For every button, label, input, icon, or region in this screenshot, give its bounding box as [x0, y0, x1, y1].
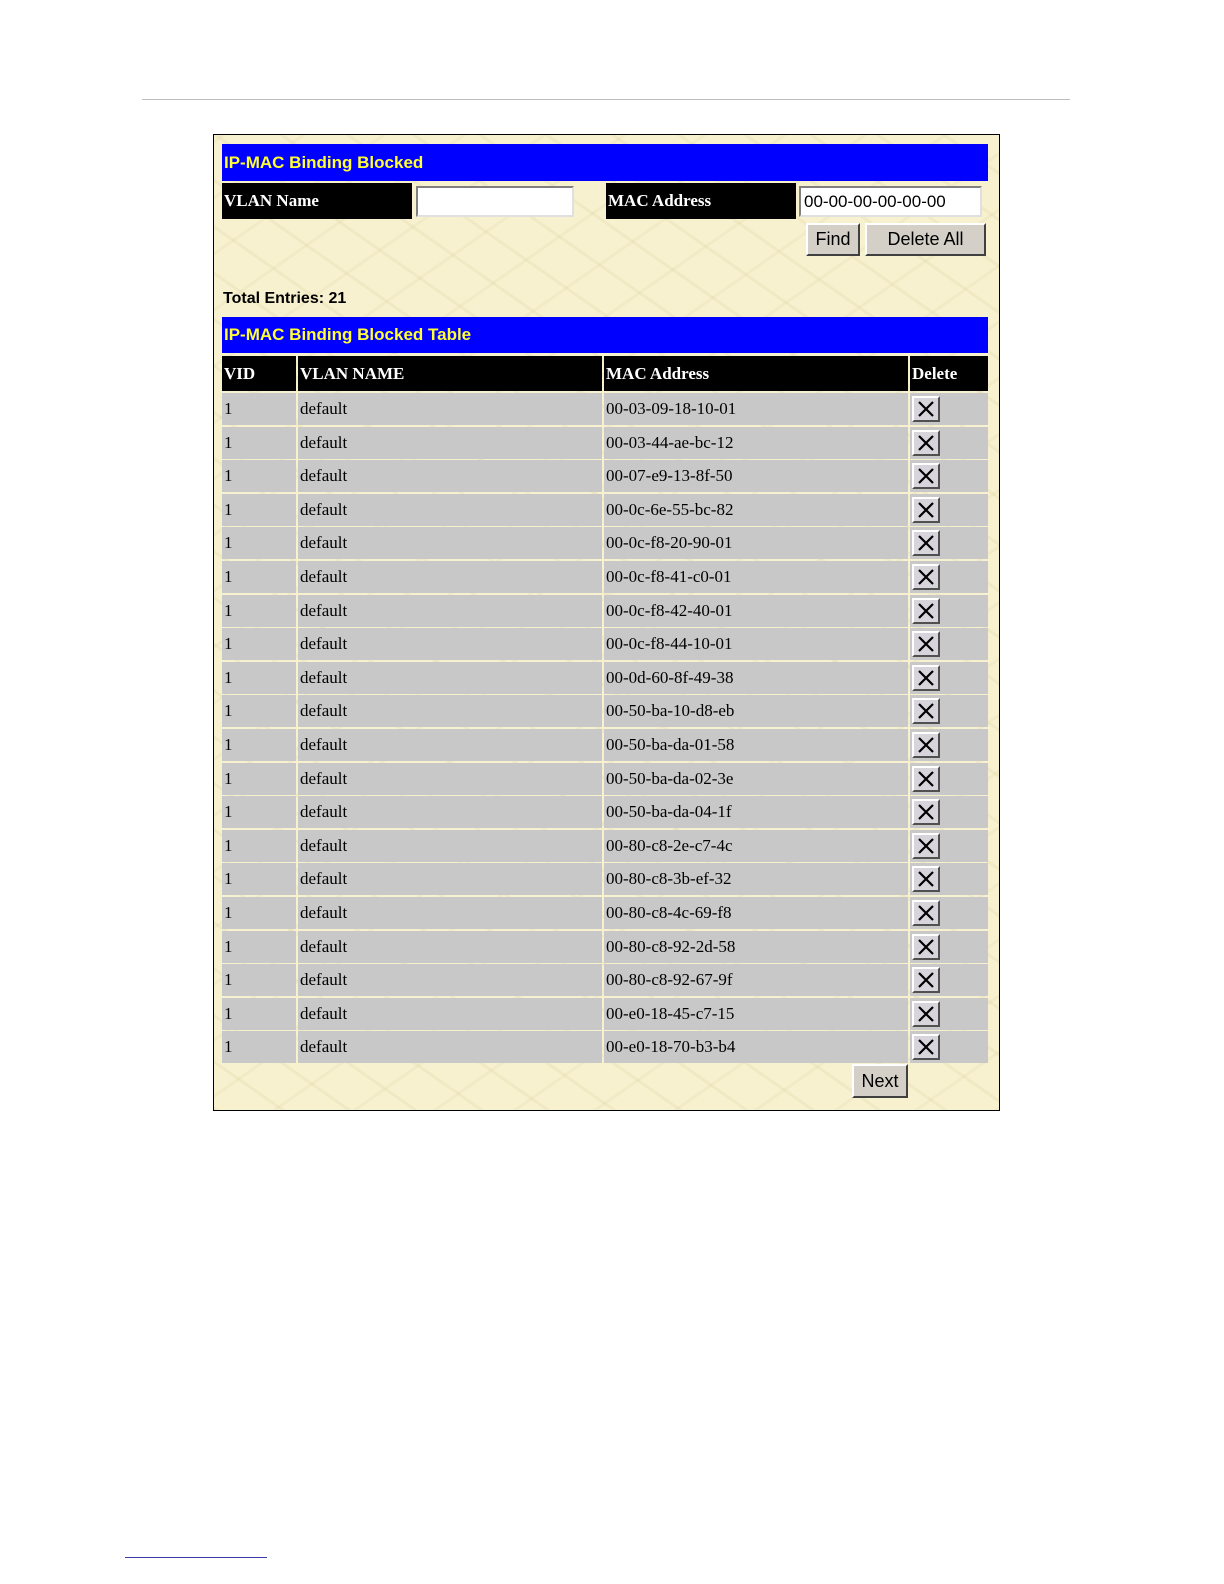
row-vlan-name: default — [298, 863, 602, 895]
row-vlan-name: default — [298, 1031, 602, 1063]
delete-all-button[interactable]: Delete All — [865, 223, 986, 256]
delete-row-button[interactable] — [912, 497, 940, 523]
table-row — [222, 729, 988, 763]
column-header-vid: VID — [222, 356, 296, 391]
row-vid: 1 — [222, 931, 296, 963]
row-delete-cell — [910, 595, 988, 627]
table-row — [222, 595, 988, 629]
close-icon — [917, 904, 935, 922]
page-top-rule — [142, 99, 1070, 100]
row-vlan-name: default — [298, 796, 602, 828]
row-vlan-name: default — [298, 393, 602, 425]
row-vid: 1 — [222, 561, 296, 593]
row-mac-address: 00-50-ba-10-d8-eb — [604, 695, 908, 727]
row-mac-address: 00-03-09-18-10-01 — [604, 393, 908, 425]
close-icon — [917, 400, 935, 418]
row-vid: 1 — [222, 427, 296, 459]
ip-mac-binding-blocked-panel — [213, 134, 1000, 1111]
table-row — [222, 863, 988, 897]
row-mac-address: 00-50-ba-da-04-1f — [604, 796, 908, 828]
close-icon — [917, 635, 935, 653]
row-vlan-name: default — [298, 427, 602, 459]
row-mac-address: 00-80-c8-92-67-9f — [604, 964, 908, 996]
delete-row-button[interactable] — [912, 463, 940, 489]
close-icon — [917, 534, 935, 552]
row-vlan-name: default — [298, 964, 602, 996]
page-footer-rule — [125, 1557, 267, 1558]
table-row — [222, 964, 988, 998]
close-icon — [917, 1005, 935, 1023]
row-vid: 1 — [222, 695, 296, 727]
row-vid: 1 — [222, 796, 296, 828]
delete-row-button[interactable] — [912, 799, 940, 825]
row-delete-cell — [910, 460, 988, 492]
row-delete-cell — [910, 527, 988, 559]
delete-row-button[interactable] — [912, 967, 940, 993]
delete-row-button[interactable] — [912, 1001, 940, 1027]
row-vlan-name: default — [298, 729, 602, 761]
close-icon — [917, 702, 935, 720]
row-delete-cell — [910, 628, 988, 660]
close-icon — [917, 602, 935, 620]
delete-row-button[interactable] — [912, 598, 940, 624]
close-icon — [917, 870, 935, 888]
row-delete-cell — [910, 897, 988, 929]
table-row — [222, 460, 988, 494]
row-delete-cell — [910, 695, 988, 727]
close-icon — [917, 736, 935, 754]
row-vid: 1 — [222, 964, 296, 996]
row-mac-address: 00-0c-f8-41-c0-01 — [604, 561, 908, 593]
mac-address-label: MAC Address — [606, 183, 796, 219]
row-mac-address: 00-0c-f8-42-40-01 — [604, 595, 908, 627]
close-icon — [917, 938, 935, 956]
row-mac-address: 00-80-c8-4c-69-f8 — [604, 897, 908, 929]
table-row — [222, 1031, 988, 1065]
table-row — [222, 796, 988, 830]
close-icon — [917, 467, 935, 485]
row-vlan-name: default — [298, 527, 602, 559]
table-row — [222, 998, 988, 1032]
row-mac-address: 00-0d-60-8f-49-38 — [604, 662, 908, 694]
row-vlan-name: default — [298, 561, 602, 593]
row-vid: 1 — [222, 393, 296, 425]
table-title: IP-MAC Binding Blocked Table — [222, 317, 988, 353]
delete-row-button[interactable] — [912, 396, 940, 422]
row-vlan-name: default — [298, 931, 602, 963]
close-icon — [917, 669, 935, 687]
row-vid: 1 — [222, 897, 296, 929]
total-entries: Total Entries: 21 — [223, 290, 347, 307]
row-vlan-name: default — [298, 494, 602, 526]
panel-title: IP-MAC Binding Blocked — [222, 144, 988, 181]
delete-row-button[interactable] — [912, 564, 940, 590]
row-vid: 1 — [222, 863, 296, 895]
row-vid: 1 — [222, 763, 296, 795]
close-icon — [917, 837, 935, 855]
row-mac-address: 00-07-e9-13-8f-50 — [604, 460, 908, 492]
delete-row-button[interactable] — [912, 631, 940, 657]
row-delete-cell — [910, 998, 988, 1030]
row-vid: 1 — [222, 628, 296, 660]
column-header-mac-address: MAC Address — [604, 356, 908, 391]
delete-row-button[interactable] — [912, 530, 940, 556]
row-mac-address: 00-03-44-ae-bc-12 — [604, 427, 908, 459]
row-delete-cell — [910, 561, 988, 593]
row-delete-cell — [910, 427, 988, 459]
row-mac-address: 00-80-c8-92-2d-58 — [604, 931, 908, 963]
row-mac-address: 00-80-c8-3b-ef-32 — [604, 863, 908, 895]
delete-row-button[interactable] — [912, 833, 940, 859]
row-vlan-name: default — [298, 460, 602, 492]
table-row — [222, 427, 988, 461]
row-vlan-name: default — [298, 695, 602, 727]
table-row — [222, 494, 988, 528]
row-vlan-name: default — [298, 897, 602, 929]
row-delete-cell — [910, 1031, 988, 1063]
row-delete-cell — [910, 830, 988, 862]
delete-row-button[interactable] — [912, 766, 940, 792]
row-vid: 1 — [222, 494, 296, 526]
row-mac-address: 00-e0-18-70-b3-b4 — [604, 1031, 908, 1063]
delete-row-button[interactable] — [912, 698, 940, 724]
row-vlan-name: default — [298, 662, 602, 694]
row-mac-address: 00-0c-f8-44-10-01 — [604, 628, 908, 660]
mac-address-input[interactable] — [799, 186, 982, 217]
column-header-delete: Delete — [910, 356, 988, 391]
row-vlan-name: default — [298, 628, 602, 660]
vlan-name-label: VLAN Name — [222, 183, 412, 219]
row-vid: 1 — [222, 1031, 296, 1063]
row-vlan-name: default — [298, 998, 602, 1030]
row-vid: 1 — [222, 998, 296, 1030]
vlan-name-input[interactable] — [416, 186, 574, 217]
column-header-vlan-name: VLAN NAME — [298, 356, 602, 391]
row-delete-cell — [910, 863, 988, 895]
row-mac-address: 00-50-ba-da-02-3e — [604, 763, 908, 795]
delete-row-button[interactable] — [912, 934, 940, 960]
delete-row-button[interactable] — [912, 665, 940, 691]
table-row — [222, 662, 988, 696]
row-delete-cell — [910, 494, 988, 526]
table-row — [222, 393, 988, 427]
row-delete-cell — [910, 729, 988, 761]
row-vlan-name: default — [298, 595, 602, 627]
row-vid: 1 — [222, 460, 296, 492]
delete-row-button[interactable] — [912, 732, 940, 758]
close-icon — [917, 501, 935, 519]
row-delete-cell — [910, 763, 988, 795]
table-row — [222, 527, 988, 561]
row-delete-cell — [910, 393, 988, 425]
row-mac-address: 00-e0-18-45-c7-15 — [604, 998, 908, 1030]
row-mac-address: 00-0c-6e-55-bc-82 — [604, 494, 908, 526]
row-delete-cell — [910, 931, 988, 963]
close-icon — [917, 568, 935, 586]
blocked-table-body — [222, 393, 988, 1065]
row-vlan-name: default — [298, 830, 602, 862]
row-mac-address: 00-0c-f8-20-90-01 — [604, 527, 908, 559]
table-row — [222, 561, 988, 595]
row-mac-address: 00-50-ba-da-01-58 — [604, 729, 908, 761]
delete-row-button[interactable] — [912, 900, 940, 926]
table-row — [222, 830, 988, 864]
row-vlan-name: default — [298, 763, 602, 795]
delete-row-button[interactable] — [912, 866, 940, 892]
close-icon — [917, 434, 935, 452]
delete-row-button[interactable] — [912, 1034, 940, 1060]
row-vid: 1 — [222, 830, 296, 862]
table-row — [222, 763, 988, 797]
table-row — [222, 628, 988, 662]
row-vid: 1 — [222, 527, 296, 559]
delete-row-button[interactable] — [912, 430, 940, 456]
table-row — [222, 897, 988, 931]
table-row — [222, 695, 988, 729]
close-icon — [917, 770, 935, 788]
row-mac-address: 00-80-c8-2e-c7-4c — [604, 830, 908, 862]
row-delete-cell — [910, 796, 988, 828]
row-vid: 1 — [222, 595, 296, 627]
close-icon — [917, 971, 935, 989]
next-button[interactable]: Next — [852, 1064, 908, 1098]
close-icon — [917, 1038, 935, 1056]
row-delete-cell — [910, 662, 988, 694]
table-row — [222, 931, 988, 965]
row-delete-cell — [910, 964, 988, 996]
close-icon — [917, 803, 935, 821]
row-vid: 1 — [222, 662, 296, 694]
row-vid: 1 — [222, 729, 296, 761]
find-button[interactable]: Find — [806, 223, 860, 256]
